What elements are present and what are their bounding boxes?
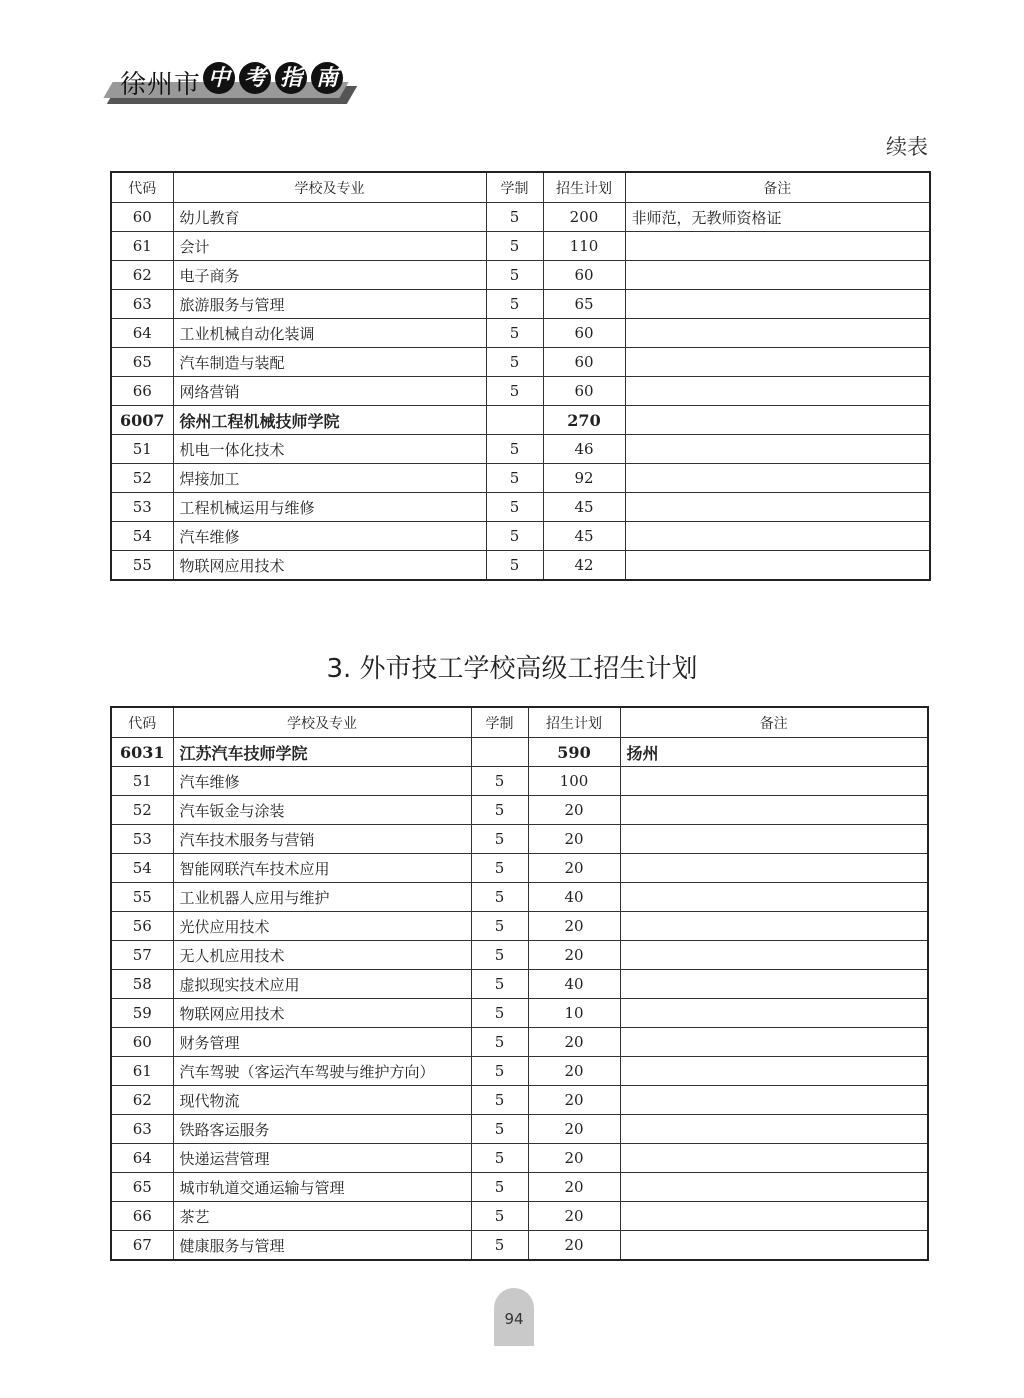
cell-name: 网络营销 (173, 377, 486, 406)
table-row (111, 883, 928, 912)
cell-note (620, 883, 928, 912)
cell-code: 60 (111, 1028, 173, 1057)
continued-label: 续表 (886, 135, 928, 159)
cell-note (625, 493, 930, 522)
cell-years: 5 (486, 203, 543, 232)
cell-code: 55 (111, 551, 173, 581)
cell-plan: 20 (528, 1173, 620, 1202)
cell-note (620, 1144, 928, 1173)
cell-years: 5 (471, 1144, 528, 1173)
cell-years: 5 (486, 435, 543, 464)
cell-name: 江苏汽车技师学院 (173, 738, 471, 767)
cell-code: 57 (111, 941, 173, 970)
cell-name: 工业机器人应用与维护 (173, 883, 471, 912)
cell-years: 5 (486, 377, 543, 406)
cell-years: 5 (471, 1086, 528, 1115)
page-number: 94 (504, 1310, 524, 1328)
cell-note (620, 796, 928, 825)
table-row (111, 941, 928, 970)
cell-code: 63 (111, 290, 173, 319)
cell-note (620, 1173, 928, 1202)
cell-plan: 65 (543, 290, 625, 319)
table-row (111, 854, 928, 883)
cell-name: 智能网联汽车技术应用 (173, 854, 471, 883)
cell-name: 幼儿教育 (173, 203, 486, 232)
cell-plan: 40 (528, 970, 620, 999)
cell-plan: 110 (543, 232, 625, 261)
cell-code: 61 (111, 1057, 173, 1086)
cell-years (486, 406, 543, 435)
cell-code: 59 (111, 999, 173, 1028)
table-row (111, 825, 928, 854)
cell-years: 5 (471, 854, 528, 883)
cell-code: 52 (111, 464, 173, 493)
cell-name: 物联网应用技术 (173, 999, 471, 1028)
cell-code: 65 (111, 348, 173, 377)
cell-years: 5 (486, 522, 543, 551)
cell-years: 5 (486, 464, 543, 493)
table-row (111, 912, 928, 941)
cell-plan: 60 (543, 261, 625, 290)
cell-name: 汽车制造与装配 (173, 348, 486, 377)
column-header-name: 学校及专业 (173, 172, 486, 203)
cell-plan: 10 (528, 999, 620, 1028)
logo-guide-char: 考 (239, 62, 271, 94)
cell-name: 财务管理 (173, 1028, 471, 1057)
cell-name: 汽车钣金与涂装 (173, 796, 471, 825)
cell-note (620, 1028, 928, 1057)
cell-years (471, 738, 528, 767)
cell-years: 5 (486, 493, 543, 522)
logo-guide-char: 指 (275, 62, 307, 94)
cell-name: 机电一体化技术 (173, 435, 486, 464)
table-row (111, 1202, 928, 1231)
cell-note: 扬州 (620, 738, 928, 767)
cell-plan: 60 (543, 319, 625, 348)
cell-name: 无人机应用技术 (173, 941, 471, 970)
cell-note (620, 854, 928, 883)
cell-note (620, 767, 928, 796)
table-row (111, 377, 930, 406)
cell-plan: 200 (543, 203, 625, 232)
cell-plan: 20 (528, 796, 620, 825)
cell-name: 焊接加工 (173, 464, 486, 493)
table-row (111, 203, 930, 232)
cell-code: 64 (111, 1144, 173, 1173)
cell-note (620, 912, 928, 941)
cell-name: 徐州工程机械技师学院 (173, 406, 486, 435)
cell-code: 65 (111, 1173, 173, 1202)
cell-note (620, 941, 928, 970)
table-row (111, 1173, 928, 1202)
cell-note (625, 290, 930, 319)
cell-note (625, 435, 930, 464)
cell-years: 5 (471, 912, 528, 941)
table-header-row (111, 172, 930, 203)
cell-code: 58 (111, 970, 173, 999)
cell-code: 51 (111, 435, 173, 464)
column-header-plan: 招生计划 (543, 172, 625, 203)
cell-plan: 40 (528, 883, 620, 912)
cell-years: 5 (471, 767, 528, 796)
table-row (111, 1086, 928, 1115)
cell-years: 5 (486, 551, 543, 581)
cell-years: 5 (471, 1202, 528, 1231)
cell-years: 5 (471, 825, 528, 854)
cell-name: 汽车技术服务与营销 (173, 825, 471, 854)
cell-plan: 45 (543, 522, 625, 551)
cell-name: 虚拟现实技术应用 (173, 970, 471, 999)
column-header-name: 学校及专业 (173, 707, 471, 738)
table-row (111, 551, 930, 581)
cell-name: 工业机械自动化装调 (173, 319, 486, 348)
cell-plan: 92 (543, 464, 625, 493)
cell-code: 6007 (111, 406, 173, 435)
cell-code: 66 (111, 1202, 173, 1231)
cell-plan: 20 (528, 1144, 620, 1173)
cell-code: 53 (111, 825, 173, 854)
logo-guide-char: 南 (311, 62, 343, 94)
cell-note (620, 970, 928, 999)
table-row (111, 970, 928, 999)
cell-note (625, 551, 930, 581)
table-row (111, 232, 930, 261)
cell-name: 会计 (173, 232, 486, 261)
cell-note (625, 406, 930, 435)
cell-note (625, 348, 930, 377)
cell-name: 工程机械运用与维修 (173, 493, 486, 522)
cell-code: 66 (111, 377, 173, 406)
section-title: 3. 外市技工学校高级工招生计划 (326, 654, 698, 684)
cell-years: 5 (471, 941, 528, 970)
cell-note (620, 1057, 928, 1086)
cell-years: 5 (471, 883, 528, 912)
cell-plan: 20 (528, 854, 620, 883)
table-row (111, 464, 930, 493)
cell-code: 6031 (111, 738, 173, 767)
cell-years: 5 (471, 796, 528, 825)
cell-code: 62 (111, 1086, 173, 1115)
cell-years: 5 (471, 1115, 528, 1144)
cell-note (625, 522, 930, 551)
table-row (111, 796, 928, 825)
cell-code: 56 (111, 912, 173, 941)
cell-code: 62 (111, 261, 173, 290)
table-row (111, 1057, 928, 1086)
cell-name: 健康服务与管理 (173, 1231, 471, 1261)
cell-code: 63 (111, 1115, 173, 1144)
column-header-code: 代码 (111, 172, 173, 203)
cell-note (620, 825, 928, 854)
cell-code: 55 (111, 883, 173, 912)
cell-plan: 20 (528, 1115, 620, 1144)
cell-code: 60 (111, 203, 173, 232)
cell-plan: 20 (528, 1231, 620, 1261)
cell-name: 光伏应用技术 (173, 912, 471, 941)
cell-note (625, 377, 930, 406)
cell-name: 城市轨道交通运输与管理 (173, 1173, 471, 1202)
cell-years: 5 (471, 1173, 528, 1202)
cell-name: 电子商务 (173, 261, 486, 290)
cell-name: 物联网应用技术 (173, 551, 486, 581)
header-logo (108, 58, 358, 108)
cell-years: 5 (471, 1028, 528, 1057)
cell-plan: 20 (528, 912, 620, 941)
cell-name: 铁路客运服务 (173, 1115, 471, 1144)
cell-plan: 590 (528, 738, 620, 767)
school-row (111, 406, 930, 435)
cell-years: 5 (486, 261, 543, 290)
cell-name: 汽车维修 (173, 522, 486, 551)
cell-plan: 100 (528, 767, 620, 796)
column-header-note: 备注 (620, 707, 928, 738)
cell-note (625, 319, 930, 348)
cell-plan: 42 (543, 551, 625, 581)
cell-note (625, 464, 930, 493)
table-row (111, 999, 928, 1028)
table-row (111, 435, 930, 464)
cell-plan: 45 (543, 493, 625, 522)
cell-plan: 20 (528, 1086, 620, 1115)
cell-note (625, 261, 930, 290)
table-header-row (111, 707, 928, 738)
cell-plan: 60 (543, 377, 625, 406)
cell-code: 52 (111, 796, 173, 825)
table-row (111, 1028, 928, 1057)
cell-plan: 60 (543, 348, 625, 377)
cell-years: 5 (471, 970, 528, 999)
cell-years: 5 (486, 319, 543, 348)
cell-years: 5 (471, 1231, 528, 1261)
cell-years: 5 (471, 1057, 528, 1086)
cell-code: 61 (111, 232, 173, 261)
cell-note (620, 1231, 928, 1261)
school-row (111, 738, 928, 767)
cell-note (620, 1202, 928, 1231)
column-header-years: 学制 (486, 172, 543, 203)
table-row (111, 493, 930, 522)
cell-name: 汽车维修 (173, 767, 471, 796)
logo-guide-char: 中 (203, 62, 235, 94)
table-row (111, 348, 930, 377)
enrollment-table-other-cities (110, 706, 929, 1261)
cell-years: 5 (486, 348, 543, 377)
table-row (111, 261, 930, 290)
cell-note (620, 999, 928, 1028)
cell-plan: 20 (528, 825, 620, 854)
cell-code: 51 (111, 767, 173, 796)
cell-name: 汽车驾驶（客运汽车驾驶与维护方向） (173, 1057, 471, 1086)
cell-code: 67 (111, 1231, 173, 1261)
cell-note: 非师范，无教师资格证 (625, 203, 930, 232)
cell-note (620, 1086, 928, 1115)
cell-code: 53 (111, 493, 173, 522)
column-header-note: 备注 (625, 172, 930, 203)
cell-name: 快递运营管理 (173, 1144, 471, 1173)
table-row (111, 1231, 928, 1261)
table-row (111, 1144, 928, 1173)
column-header-years: 学制 (471, 707, 528, 738)
table-row (111, 319, 930, 348)
table-row (111, 767, 928, 796)
column-header-code: 代码 (111, 707, 173, 738)
cell-note (620, 1115, 928, 1144)
enrollment-table-continued (110, 171, 931, 581)
cell-plan: 20 (528, 1202, 620, 1231)
logo-city-text: 徐州市 (120, 70, 202, 100)
cell-years: 5 (486, 232, 543, 261)
cell-plan: 20 (528, 1057, 620, 1086)
table-row (111, 290, 930, 319)
cell-years: 5 (486, 290, 543, 319)
cell-plan: 20 (528, 941, 620, 970)
cell-code: 54 (111, 522, 173, 551)
cell-plan: 270 (543, 406, 625, 435)
table-row (111, 1115, 928, 1144)
cell-note (625, 232, 930, 261)
cell-plan: 20 (528, 1028, 620, 1057)
cell-name: 现代物流 (173, 1086, 471, 1115)
cell-name: 旅游服务与管理 (173, 290, 486, 319)
cell-years: 5 (471, 999, 528, 1028)
cell-name: 茶艺 (173, 1202, 471, 1231)
cell-plan: 46 (543, 435, 625, 464)
cell-code: 54 (111, 854, 173, 883)
column-header-plan: 招生计划 (528, 707, 620, 738)
table-row (111, 522, 930, 551)
cell-code: 64 (111, 319, 173, 348)
